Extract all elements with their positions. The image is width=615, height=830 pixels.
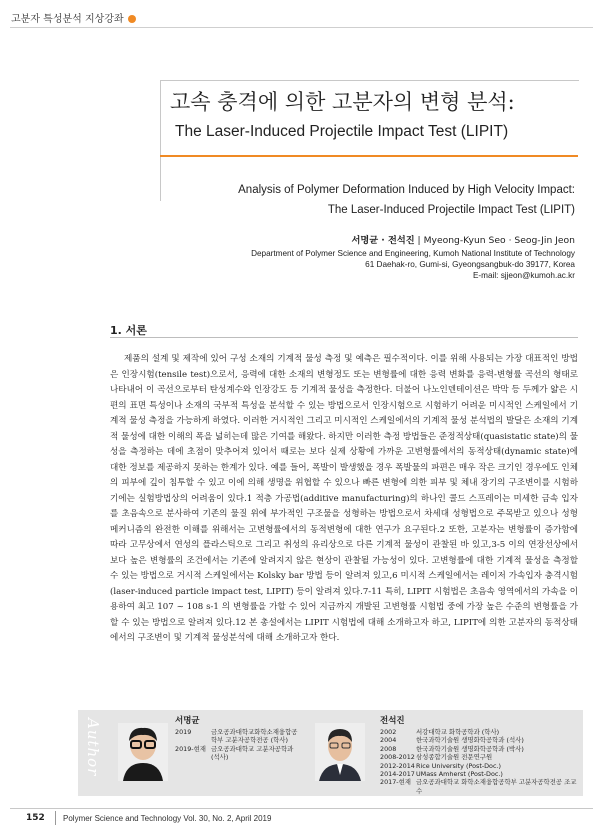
bio-desc: 서강대학교 화학공학과 (학사) <box>416 728 500 736</box>
affiliation-line-1: Department of Polymer Science and Engineering, Kumoh National Institute of Technology <box>251 249 575 258</box>
author2-bio-row <box>380 745 580 753</box>
subtitle <box>155 180 575 220</box>
bio-year: 2008-2012 <box>380 753 415 762</box>
bio-year: 2004 <box>380 736 397 745</box>
affiliation <box>135 248 575 281</box>
author2-bio-row <box>380 753 580 761</box>
section-divider <box>110 337 578 338</box>
author1-bio-row <box>175 745 300 762</box>
author2-name: 전석진 <box>380 716 405 726</box>
footer-separator <box>55 811 56 825</box>
series-label <box>11 10 136 25</box>
authors-english: Myeong-Kyun Seo · Seog-Jin Jeon <box>423 235 575 246</box>
affiliation-line-2: 61 Daehak-ro, Gumi-si, Gyeongsangbuk-do 39177, Korea <box>365 260 575 269</box>
person-photo-icon <box>315 723 365 781</box>
author1-bio-row <box>175 728 300 745</box>
header-divider <box>10 27 593 28</box>
bio-year: 2002 <box>380 728 397 736</box>
series-label-text: 고분자 특성분석 지상강좌 <box>11 14 124 25</box>
bio-desc: UMass Amherst (Post-Doc.) <box>416 770 503 779</box>
bio-desc: 한국과학기술원 생명화학공학과 (박사) <box>416 744 524 753</box>
subtitle-line-2: The Laser-Induced Projectile Impact Test (LIPIT) <box>327 204 575 216</box>
bio-desc: Rice University (Post-Doc.) <box>416 761 502 770</box>
title-accent-rule <box>160 155 578 157</box>
author-line <box>351 232 575 246</box>
author2-bio-row <box>380 762 580 770</box>
page-number: 152 <box>26 813 45 823</box>
bio-desc: 금오공과대학교 화학소재융합공학부 고분자공학전공 조교수 <box>416 778 577 795</box>
bio-year: 2019 <box>175 728 192 736</box>
bio-year: 2019-현재 <box>175 744 206 753</box>
body-paragraph: 제품의 설계 및 제작에 있어 구성 소재의 기계적 물성 측정 및 예측은 필수적이다. 이를 위해 사용되는 가장 대표적인 방법은 인장시험(tensile test)으로서, 응력에 대한 소재의 변형정도 또는 변형률에 대한 응력 변화를 응력-변형률 곡선의 형태로 나타내어 이 곡선으로부터 탄성계수와 인장강도 등 기계적 물성을 측정한다. 더불어 나노인덴테이션은 박막 등 두께가 얇은 시편의 표면 특성이나 소재의 국부적 특성을 분석할 수 있는 방법으로서 인장시험으로 시험하기 어려운 미시적인 스케일에서 기계적 물성 측정을 가능하게 하였다. 이러한 거시적인 그리고 미시적인 스케일에서의 기계적 물성 분석법의 발달은 소재의 기계적 물성에 대한 이해의 폭을 넓히는데 많은 기여를 해왔다. 하지만 이러한 측정 방법들은 준정적상태(quasistatic state)의 물성을 측정하는 데에 초점이 맞추어져 있어서 때로는 보다 실제 상황에 가까운 고변형률에서의 동적상태(dynamic state)에 대한 정보를 제공하지 못하는 한계가 있다. 예를 들어, 폭발이 발생했을 경우 폭발물의 파편은 매우 작은 크기인 경우에도 인체의 피부에 깊이 침투할 수 있고 이에 의해 생명을 위협할 수 있으나 빠른 변형에 의한 피부 및 체내 장기의 구조변이를 시험하기에는 실험방법상의 어려움이 있다.1 적층 가공법(additive manufacturing)의 하나인 콜드 스프레이는 미세한 금속 입자를 초음속으로 분사하여 기존의 물질 위에 부가적인 구조물을 성형하는 방법으로서 차세대 성형법으로 주목받고 있으나 성형 메커니즘의 완전한 이해를 위해서는 고변형률에서의 동적변형에 대한 연구가 요구된다.2 또한, 고분자는 변형률이 증가함에 따라 고무상에서 연성의 플라스틱으로 그리고 취성의 유리상으로 다른 기계적 물성이 관찰된 바 있고,3-5 이의 연장선상에서 보다 높은 변형률의 조건에서는 기존에 알려지지 않은 현상이 관찰될 가능성이 있다. 고변형률에 대한 기계적 물성을 측정할 수 있는 방법으로 거시적 스케일에서는 Kolsky bar 방법 등이 알려져 있고,6 미시적 스케일에서는 레이저 가속입자 충격시험(laser-induced particle impact test, LIPIT) 등이 알려져 있다.7-11 특히, LIPIT 시험법은 초음속 영역에서의 가속을 이용하여 최고 107 ~ 108 s-1 의 변형률을 가할 수 있어 지금까지 개발된 고변형률 시험법 중에 가장 높은 수준의 변형률을 가할 수 있는 방법으로 알려져 있다.12 본 총설에서는 LIPIT 시험법에 대해 소개하고자 하고, LIPIT에 의한 고분자의 동적상태에서의 구조변이 및 기계적 물성분석에 대해 소개하고자 한다. <box>110 354 578 643</box>
author-label: Author <box>84 718 102 777</box>
subtitle-line-1: Analysis of Polymer Deformation Induced by High Velocity Impact: <box>238 184 575 196</box>
title-korean: 고속 충격에 의한 고분자의 변형 분석: <box>170 90 515 114</box>
footer-divider <box>10 808 593 809</box>
orange-dot-icon <box>128 15 136 23</box>
author1-name: 서명균 <box>175 716 200 726</box>
bio-year: 2012-2014 <box>380 761 415 770</box>
bio-desc: 삼성종합기술원 전문연구원 <box>416 753 493 762</box>
author2-bio <box>380 728 580 795</box>
author2-photo <box>315 723 365 781</box>
author1-photo <box>118 723 168 781</box>
bio-desc: 금오공과대학교 고분자공학과 (석사) <box>211 744 294 762</box>
bio-desc: 금오공과대학교화학소재융합공학부 고분자공학전공 (학사) <box>211 728 298 745</box>
bio-desc: 한국과학기술원 생명화학공학과 (석사) <box>416 736 524 745</box>
bio-year: 2008 <box>380 744 397 753</box>
person-photo-icon <box>118 723 168 781</box>
author2-bio-row <box>380 736 580 744</box>
authors-korean: 서명균 · 전석진 <box>351 235 415 246</box>
section-title: 1. 서론 <box>110 324 147 337</box>
author1-bio <box>175 728 300 762</box>
bio-year: 2017-현재 <box>380 778 411 787</box>
bio-year: 2014-2017 <box>380 770 415 779</box>
authors-separator: | <box>417 235 421 246</box>
journal-citation: Polymer Science and Technology Vol. 30, No. 2, April 2019 <box>63 814 272 823</box>
affiliation-email: E-mail: sjjeon@kumoh.ac.kr <box>472 271 575 280</box>
title-english: The Laser-Induced Projectile Impact Test (LIPIT) <box>175 123 509 140</box>
author2-bio-row <box>380 778 580 795</box>
